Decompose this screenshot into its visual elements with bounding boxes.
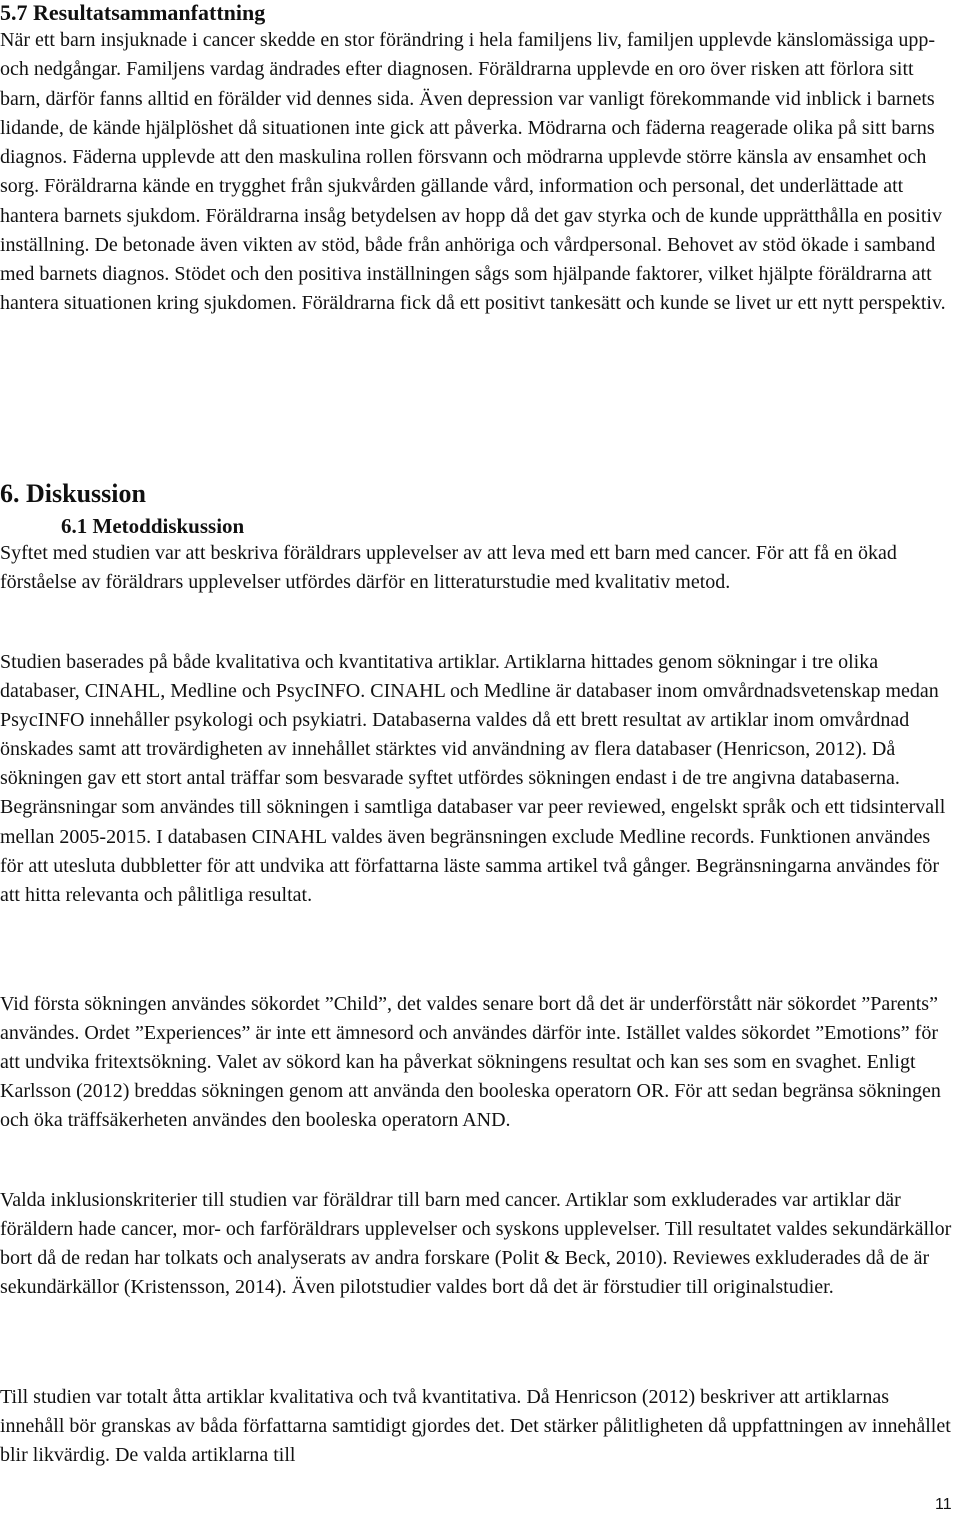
method-paragraph-search-terms: Vid första sökningen användes sökordet ”Child”, det valdes senare bort då det är underförstått när sökordet ”Parents” användes. Ordet ”Experiences” är inte ett ämnesord och användes därför inte. Istället valdes sökordet ”Emotions” för att undvika fritextsökning. Valet av sökord kan ha påverkat sökningens resultat och kan ses som en svaghet. Enligt Karlsson (2012) breddas sökningen genom att använda den booleska operatorn OR. För att sedan begränsa sökningen och öka träffsäkerheten användes den booleska operatorn AND. [0,993,941,1132]
subheading-metoddiskussion: 6.1 Metoddiskussion [61,514,245,538]
summary-paragraph: När ett barn insjuknade i cancer skedde en stor förändring i hela familjens liv, familjen upplevde känslomässiga upp- och nedgångar. Familjens vardag ändrades efter diagnosen. Föräldrarna upplevde en oro över risken att förlora sitt barn, därför fanns alltid en förälder vid dennes sida. Även depression var vanligt förekommande vid inblick i barnets lidande, de kände hjälplöshet då situationen inte gick att påverka. Mödrarna och fäderna reagerade olika på sitt barns diagnos. Fäderna upplevde att den maskulina rollen försvann och mödrarna upplevde större känsla av ensamhet och sorg. Föräldrarna kände en trygghet från sjukvården gällande vård, information och personal, det underlättade att hantera barnets sjukdom. Föräldrarna insåg betydelsen av hopp då det gav styrka och de kunde upprätthålla en positiv inställning. De betonade även vikten av stöd, både från anhöriga och vårdpersonal. Behovet av stöd ökade i samband med barnets diagnos. Stödet och den positiva inställningen sågs som hjälpande faktorer, vilket hjälpte föräldrarna att hantera situationen kring sjukdomen. Föräldrarna fick då ett positivt tankesätt och kunde se livet ur ett nytt perspektiv. [0,29,946,315]
page-number: 11 [935,1496,952,1513]
method-paragraph-inclusion-criteria: Valda inklusionskriterier till studien var föräldrar till barn med cancer. Artiklar som exkluderades var artiklar där föräldern hade cancer, mor- och farföräldrars upplevelser och syskons upplevelser. Till resultatet valdes sekundärkällor bort då de redan har tolkats och analyserats av andra forskare (Polit & Beck, 2010). Reviewes exkluderades då de är sekundärkällor (Kristensson, 2014). Även pilotstudier valdes bort då det är förstudier till originalstudier. [0,1189,952,1299]
section-heading-resultatsammanfattning: 5.7 Resultatsammanfattning [0,0,266,25]
method-paragraph-purpose: Syftet med studien var att beskriva föräldrars upplevelser av att leva med ett barn med cancer. För att få en ökad förståelse av föräldrars upplevelser utfördes därför en litteraturstudie med kvalitativ metod. [0,542,897,594]
method-paragraph-article-review: Till studien var totalt åtta artiklar kvalitativa och två kvantitativa. Då Henricson (2012) beskriver att artiklarnas innehåll bör granskas av båda författarna samtidigt gjordes det. Det stärker pålitligheten då uppfattningen av innehållet blir likvärdig. De valda artiklarna till [0,1386,951,1467]
chapter-heading-diskussion: 6. Diskussion [0,479,146,508]
method-paragraph-databases: Studien baserades på både kvalitativa och kvantitativa artiklar. Artiklarna hittades genom sökningar i tre olika databaser, CINAHL, Medline och PsycINFO. CINAHL och Medline är databaser inom omvårdnadsvetenskap medan PsycINFO innehåller psykologi och psykiatri. Databaserna valdes då ett brett resultat av artiklar inom omvårdnad önskades samt att trovärdigheten av innehållet stärktes vid användning av flera databaser (Henricson, 2012). Då sökningen gav ett stort antal träffar som besvarade syftet utfördes sökningen endast i de tre angivna databaserna. Begränsningar som användes till sökningen i samtliga databaser var peer reviewed, engelskt språk och ett tidsintervall mellan 2005-2015. I databasen CINAHL valdes även begränsningen exclude Medline records. Funktionen användes för att utesluta dubbletter för att undvika att författarna läste samma artikel två gånger. Begränsningarna användes för att hitta relevanta och pålitliga resultat. [0,651,946,906]
